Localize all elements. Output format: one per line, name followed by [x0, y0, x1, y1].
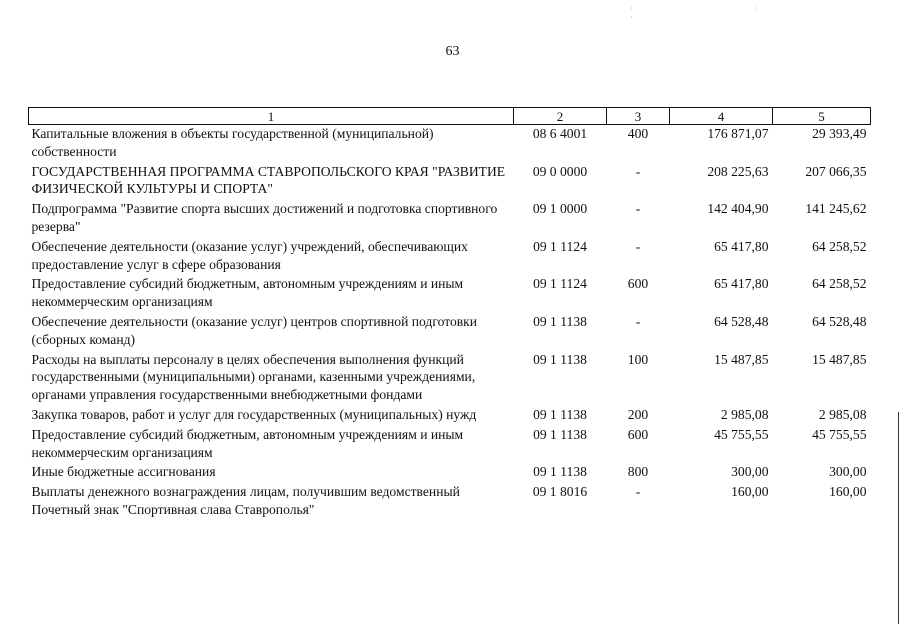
row-code: 09 1 1138 — [533, 313, 587, 329]
table-row — [29, 238, 871, 276]
row-code: 09 0 0000 — [532, 163, 588, 179]
header-col-1: 1 — [29, 108, 514, 125]
table-row — [29, 426, 871, 464]
row-description: Капитальные вложения в объекты государственной (муниципальной) собственности — [31, 126, 434, 159]
row-description: Предоставление субсидий бюджетным, автономным учреждениям и иным некоммерческим организациям — [31, 276, 464, 310]
row-type: 200 — [627, 406, 649, 422]
row-type: 100 — [627, 351, 649, 367]
row-amount2: 207 066,35 — [805, 163, 867, 179]
row-amount1: 176 871,07 — [707, 126, 769, 141]
row-description: Предоставление субсидий бюджетным, автономным учреждениям и иным некоммерческим организациям — [31, 426, 464, 460]
row-code: 08 6 4001 — [532, 126, 588, 141]
row-code: 09 1 0000 — [532, 201, 588, 217]
header-col-2: 2 — [514, 108, 607, 125]
row-amount1: 65 417,80 — [714, 238, 769, 254]
row-description: Подпрограмма "Развитие спорта высших достижений и подготовка спортивного резерва" — [31, 201, 498, 234]
row-amount2: 45 755,55 — [812, 426, 867, 442]
page-number: 63 — [445, 44, 460, 59]
table-row — [29, 163, 871, 201]
row-type: 600 — [627, 426, 649, 442]
row-amount2: 29 393,49 — [812, 126, 867, 141]
row-code: 09 1 1124 — [533, 276, 587, 292]
table-row — [29, 351, 871, 406]
table-row — [29, 483, 871, 521]
table-row — [29, 200, 871, 238]
table-row — [29, 463, 871, 483]
table-row — [29, 406, 871, 426]
table-row — [29, 313, 871, 351]
row-type: - — [635, 313, 641, 329]
row-type: - — [635, 238, 641, 254]
scan-speckles: · · · — [630, 4, 818, 22]
row-code: 09 1 1138 — [533, 464, 587, 480]
row-description: Закупка товаров, работ и услуг для государственных (муниципальных) нужд — [31, 406, 477, 422]
header-col-3: 3 — [607, 108, 670, 125]
row-amount2: 160,00 — [829, 484, 867, 500]
scan-edge-line — [898, 412, 899, 624]
row-description: Выплаты денежного вознаграждения лицам, получившим ведомственный Почетный знак "Спортивная слава Ставрополья" — [31, 484, 460, 517]
row-description: Обеспечение деятельности (оказание услуг) учреждений, обеспечивающих предоставление услуг в сфере образования — [31, 238, 468, 272]
row-type: 400 — [627, 126, 649, 141]
row-amount2: 64 528,48 — [812, 313, 867, 329]
row-code: 09 1 1138 — [533, 406, 587, 422]
row-amount1: 300,00 — [731, 464, 769, 480]
row-code: 09 1 8016 — [532, 484, 588, 500]
row-type: - — [635, 201, 641, 217]
row-description: Обеспечение деятельности (оказание услуг) центров спортивной подготовки (сборных команд) — [31, 313, 478, 347]
budget-table — [28, 107, 871, 521]
row-amount2: 2 985,08 — [818, 406, 867, 422]
row-type: - — [635, 484, 641, 500]
table-header — [29, 108, 871, 125]
table-row — [29, 125, 871, 163]
row-amount1: 15 487,85 — [714, 351, 769, 367]
header-col-4: 4 — [670, 108, 773, 125]
row-amount2: 15 487,85 — [812, 351, 867, 367]
row-code: 09 1 1138 — [533, 351, 587, 367]
row-type: 600 — [627, 276, 649, 292]
row-type: 800 — [627, 464, 649, 480]
row-description: ГОСУДАРСТВЕННАЯ ПРОГРАММА СТАВРОПОЛЬСКОГО КРАЯ "РАЗВИТИЕ ФИЗИЧЕСКОЙ КУЛЬТУРЫ И СПОРТА" — [31, 163, 506, 197]
header-col-5: 5 — [773, 108, 871, 125]
row-amount2: 141 245,62 — [805, 201, 867, 217]
row-amount1: 64 528,48 — [714, 313, 769, 329]
row-type: - — [635, 163, 641, 179]
row-amount1: 45 755,55 — [714, 426, 769, 442]
row-amount2: 64 258,52 — [812, 276, 867, 292]
row-description: Иные бюджетные ассигнования — [31, 464, 216, 480]
row-amount1: 65 417,80 — [714, 276, 769, 292]
row-amount2: 300,00 — [829, 464, 867, 480]
row-amount2: 64 258,52 — [812, 238, 867, 254]
row-amount1: 160,00 — [731, 484, 769, 500]
row-amount1: 142 404,90 — [707, 201, 769, 217]
row-code: 09 1 1124 — [533, 238, 587, 254]
row-amount1: 2 985,08 — [720, 406, 769, 422]
table-row — [29, 275, 871, 313]
table-body — [29, 125, 871, 521]
row-amount1: 208 225,63 — [707, 163, 769, 179]
row-description: Расходы на выплаты персоналу в целях обеспечения выполнения функций государственными (муниципальными) органами, казенными учреждениями, органами управления государственными внебюджетными фондами — [31, 351, 476, 403]
row-code: 09 1 1138 — [533, 426, 587, 442]
header-row — [29, 108, 871, 125]
